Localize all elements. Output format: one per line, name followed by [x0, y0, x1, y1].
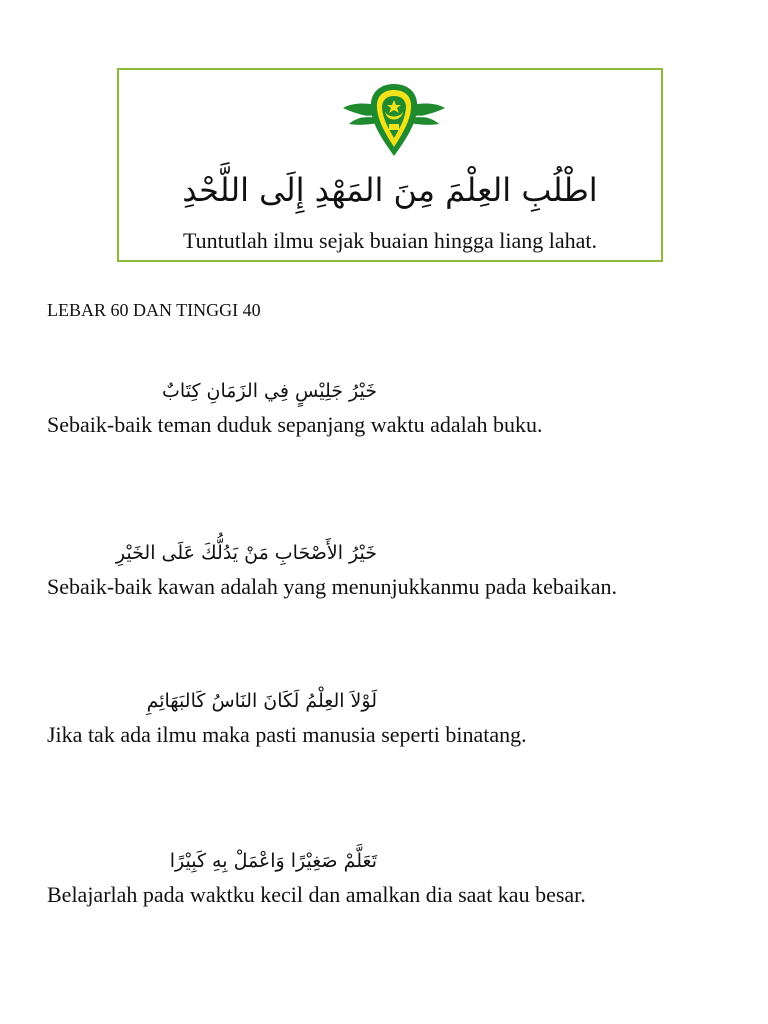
quote-arabic-2: خَيْرُ الأَصْحَابِ مَنْ يَدُلُّكَ عَلَى الخَيْرِ: [115, 542, 377, 564]
quote-arabic-1: خَيْرُ جَلِيْسٍ فِي الزَمَانِ كِتَابٌ: [162, 380, 377, 402]
header-translation: Tuntutlah ilmu sejak buaian hingga liang lahat.: [182, 228, 598, 253]
quote-translation-4: Belajarlah pada waktku kecil dan amalkan dia saat kau besar.: [47, 882, 586, 907]
header-arabic-text: اطْلُبِ العِلْمَ مِنَ المَهْدِ إِلَى اللَّحْدِ: [182, 171, 598, 209]
quote-arabic-3: لَوْلاَ العِلْمُ لَكَانَ النَاسُ كَالبَهَائِمِ: [146, 690, 377, 712]
quote-translation-1: Sebaik-baik teman duduk sepanjang waktu adalah buku.: [47, 412, 543, 437]
crest-emblem-icon: [341, 80, 447, 160]
quote-translation-2: Sebaik-baik kawan adalah yang menunjukkanmu pada kebaikan.: [47, 574, 617, 599]
quote-translation-3: Jika tak ada ilmu maka pasti manusia seperti binatang.: [47, 722, 527, 747]
quote-arabic-4: تَعَلَّمْ صَغِيْرًا وَاعْمَلْ بِهِ كَبِيْرًا: [169, 850, 377, 872]
size-note: LEBAR 60 DAN TINGGI 40: [47, 300, 261, 320]
header-box: [117, 68, 663, 262]
